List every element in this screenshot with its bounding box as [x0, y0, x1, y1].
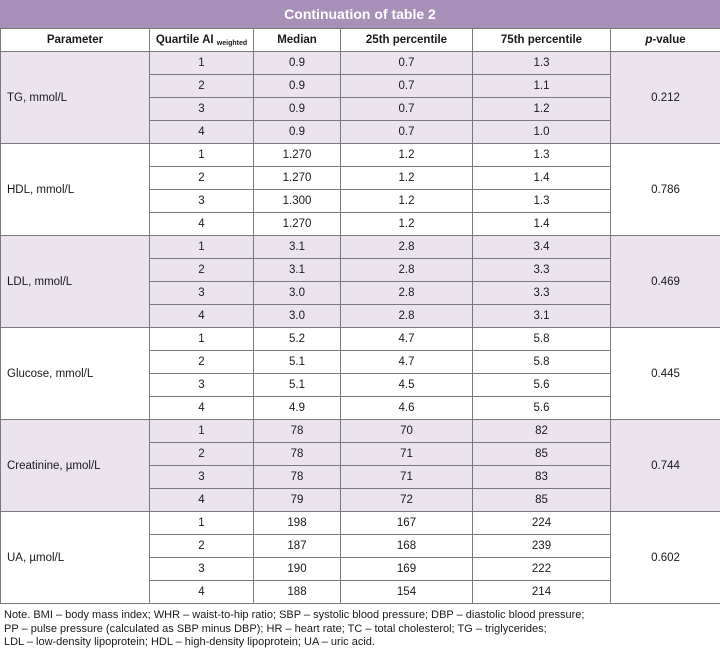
p75-cell: 1.3: [473, 52, 611, 75]
median-cell: 5.1: [254, 374, 341, 397]
p25-cell: 4.7: [341, 351, 473, 374]
quartile-cell: 4: [150, 305, 254, 328]
table-note: [0, 604, 720, 650]
p25-cell: 1.2: [341, 144, 473, 167]
quartile-cell: 3: [150, 190, 254, 213]
p25-cell: 71: [341, 466, 473, 489]
p25-cell: 2.8: [341, 259, 473, 282]
p-value-cell: 0.786: [611, 144, 720, 236]
header-p-value: [611, 29, 720, 52]
p25-cell: 2.8: [341, 282, 473, 305]
quartile-cell: 1: [150, 236, 254, 259]
p75-cell: 85: [473, 489, 611, 512]
p25-cell: 2.8: [341, 236, 473, 259]
median-cell: 1.270: [254, 144, 341, 167]
quartile-cell: 3: [150, 282, 254, 305]
header-75th-percentile: 75th percentile: [473, 29, 611, 52]
parameter-cell: TG, mmol/L: [1, 52, 150, 144]
median-cell: 5.2: [254, 328, 341, 351]
median-cell: 187: [254, 535, 341, 558]
p75-cell: 83: [473, 466, 611, 489]
table-row: [1, 328, 720, 351]
p75-cell: 5.8: [473, 351, 611, 374]
header-quartile-label: Quartile AI: [155, 33, 214, 46]
table-row: [1, 236, 720, 259]
header-parameter: Parameter: [1, 29, 150, 52]
p75-cell: 1.1: [473, 75, 611, 98]
table-row: [1, 52, 720, 75]
header-25th-percentile: 25th percentile: [341, 29, 473, 52]
p25-cell: 4.5: [341, 374, 473, 397]
quartile-cell: 4: [150, 397, 254, 420]
p25-cell: 0.7: [341, 75, 473, 98]
table-row: [1, 420, 720, 443]
median-cell: 78: [254, 466, 341, 489]
median-cell: 5.1: [254, 351, 341, 374]
p25-cell: 169: [341, 558, 473, 581]
data-table: [0, 28, 720, 604]
p25-cell: 72: [341, 489, 473, 512]
median-cell: 3.1: [254, 236, 341, 259]
quartile-cell: 3: [150, 558, 254, 581]
p25-cell: 1.2: [341, 213, 473, 236]
median-cell: 79: [254, 489, 341, 512]
p25-cell: 0.7: [341, 121, 473, 144]
median-cell: 1.270: [254, 167, 341, 190]
parameter-cell: Glucose, mmol/L: [1, 328, 150, 420]
p25-cell: 168: [341, 535, 473, 558]
p75-cell: 82: [473, 420, 611, 443]
quartile-cell: 4: [150, 213, 254, 236]
quartile-cell: 2: [150, 75, 254, 98]
quartile-cell: 2: [150, 167, 254, 190]
parameter-cell: HDL, mmol/L: [1, 144, 150, 236]
median-cell: 1.270: [254, 213, 341, 236]
quartile-cell: 1: [150, 512, 254, 535]
median-cell: 3.0: [254, 282, 341, 305]
median-cell: 0.9: [254, 121, 341, 144]
quartile-cell: 2: [150, 535, 254, 558]
p75-cell: 239: [473, 535, 611, 558]
parameter-cell: UA, µmol/L: [1, 512, 150, 604]
p75-cell: 1.3: [473, 144, 611, 167]
median-cell: 3.1: [254, 259, 341, 282]
p75-cell: 3.3: [473, 282, 611, 305]
quartile-cell: 2: [150, 259, 254, 282]
p75-cell: 5.8: [473, 328, 611, 351]
parameter-cell: LDL, mmol/L: [1, 236, 150, 328]
p25-cell: 1.2: [341, 167, 473, 190]
quartile-cell: 1: [150, 52, 254, 75]
note-line: LDL – low-density lipoprotein; HDL – high-density lipoprotein; UA – uric acid.: [4, 636, 375, 648]
p25-cell: 4.6: [341, 397, 473, 420]
quartile-cell: 4: [150, 121, 254, 144]
header-median: Median: [254, 29, 341, 52]
p25-cell: 0.7: [341, 98, 473, 121]
quartile-cell: 1: [150, 144, 254, 167]
note-line: PP – pulse pressure (calculated as SBP minus DBP); HR – heart rate; TC – total cholesterol; TG – triglycerides;: [4, 622, 547, 635]
p75-cell: 1.4: [473, 167, 611, 190]
median-cell: 78: [254, 443, 341, 466]
p75-cell: 224: [473, 512, 611, 535]
parameter-cell: Creatinine, µmol/L: [1, 420, 150, 512]
p75-cell: 214: [473, 581, 611, 604]
p75-cell: 3.1: [473, 305, 611, 328]
p-value-cell: 0.744: [611, 420, 720, 512]
header-quartile-subscript: weighted: [216, 39, 248, 47]
median-cell: 4.9: [254, 397, 341, 420]
median-cell: 190: [254, 558, 341, 581]
p75-cell: 5.6: [473, 374, 611, 397]
header-p-italic: p: [645, 34, 653, 46]
quartile-cell: 1: [150, 420, 254, 443]
header-quartile: [150, 29, 254, 52]
quartile-cell: 2: [150, 351, 254, 374]
median-cell: 0.9: [254, 52, 341, 75]
p75-cell: 85: [473, 443, 611, 466]
median-cell: 0.9: [254, 98, 341, 121]
table-title: Continuation of table 2: [0, 0, 720, 28]
p25-cell: 71: [341, 443, 473, 466]
table-body: [1, 52, 720, 604]
p25-cell: 0.7: [341, 52, 473, 75]
median-cell: 198: [254, 512, 341, 535]
p75-cell: 1.4: [473, 213, 611, 236]
p75-cell: 3.3: [473, 259, 611, 282]
median-cell: 1.300: [254, 190, 341, 213]
median-cell: 0.9: [254, 75, 341, 98]
header-p-rest: -value: [652, 34, 686, 46]
p-value-cell: 0.602: [611, 512, 720, 604]
quartile-cell: 1: [150, 328, 254, 351]
quartile-cell: 3: [150, 466, 254, 489]
p25-cell: 4.7: [341, 328, 473, 351]
p25-cell: 1.2: [341, 190, 473, 213]
p-value-cell: 0.212: [611, 52, 720, 144]
table-row: [1, 144, 720, 167]
quartile-cell: 3: [150, 98, 254, 121]
note-line: Note. BMI – body mass index; WHR – waist-to-hip ratio; SBP – systolic blood pressure; DBP – diastolic blood pressure;: [4, 609, 585, 621]
p25-cell: 167: [341, 512, 473, 535]
p75-cell: 1.2: [473, 98, 611, 121]
p75-cell: 5.6: [473, 397, 611, 420]
p75-cell: 3.4: [473, 236, 611, 259]
p-value-cell: 0.469: [611, 236, 720, 328]
p75-cell: 1.3: [473, 190, 611, 213]
median-cell: 188: [254, 581, 341, 604]
p25-cell: 2.8: [341, 305, 473, 328]
median-cell: 3.0: [254, 305, 341, 328]
median-cell: 78: [254, 420, 341, 443]
p75-cell: 1.0: [473, 121, 611, 144]
table-row: [1, 512, 720, 535]
quartile-cell: 3: [150, 374, 254, 397]
quartile-cell: 4: [150, 489, 254, 512]
p25-cell: 154: [341, 581, 473, 604]
header-row: [1, 29, 720, 52]
p25-cell: 70: [341, 420, 473, 443]
p75-cell: 222: [473, 558, 611, 581]
quartile-cell: 4: [150, 581, 254, 604]
p-value-cell: 0.445: [611, 328, 720, 420]
quartile-cell: 2: [150, 443, 254, 466]
